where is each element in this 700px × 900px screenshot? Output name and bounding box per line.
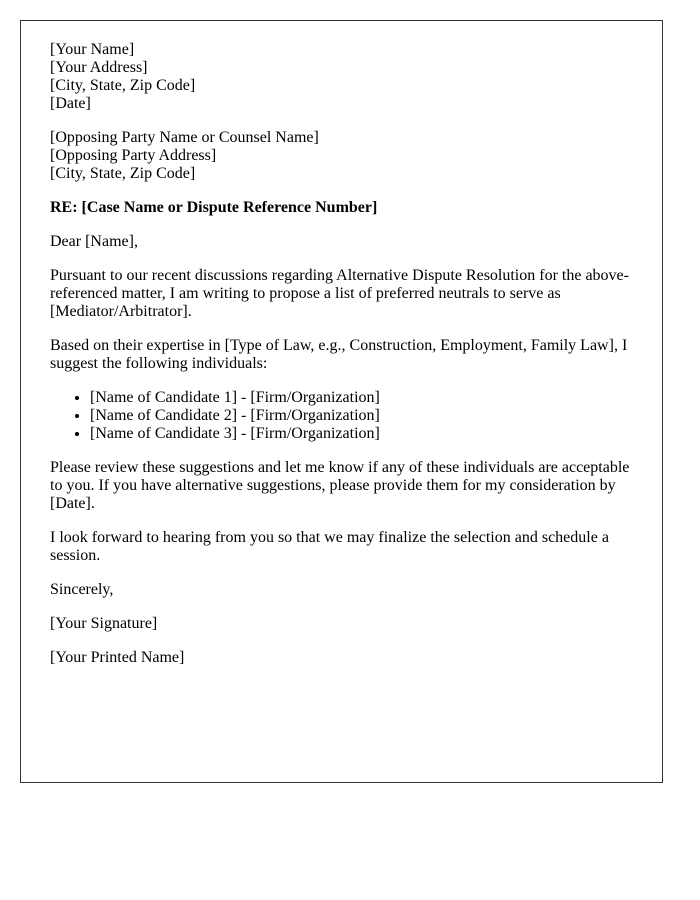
letter-date: [Date] — [50, 95, 91, 112]
body-paragraph: Based on their expertise in [Type of Law, e.g., Construction, Employment, Family Law], I suggest the following individuals: — [50, 337, 628, 372]
closing: Sincerely, — [50, 581, 114, 598]
body-paragraph: Please review these suggestions and let me know if any of these individuals are acceptable to you. If you have alternative suggestions, please provide them for my consideration by [Date]. — [50, 459, 630, 512]
recipient-address: [Opposing Party Address] — [50, 147, 217, 164]
sender-city: [City, State, Zip Code] — [50, 77, 196, 94]
list-item: • [Name of Candidate 2] - [Firm/Organization] — [90, 407, 633, 425]
list-item: • [Name of Candidate 1] - [Firm/Organization] — [90, 389, 633, 407]
sender-address: [Your Address] — [50, 59, 148, 76]
recipient-name: [Opposing Party Name or Counsel Name] — [50, 129, 319, 146]
recipient-city: [City, State, Zip Code] — [50, 165, 196, 182]
candidate-list — [50, 389, 633, 443]
subject-line: RE: [Case Name or Dispute Reference Number] — [50, 199, 378, 216]
salutation: Dear [Name], — [50, 233, 138, 250]
sender-block — [50, 41, 633, 113]
sender-name: [Your Name] — [50, 41, 135, 58]
letter — [20, 20, 663, 783]
printed-name: [Your Printed Name] — [50, 649, 185, 666]
body-paragraph: I look forward to hearing from you so that we may finalize the selection and schedule a session. — [50, 529, 609, 564]
list-item: • [Name of Candidate 3] - [Firm/Organization] — [90, 425, 633, 443]
signature: [Your Signature] — [50, 615, 158, 632]
body-paragraph: Pursuant to our recent discussions regarding Alternative Dispute Resolution for the above-referenced matter, I am writing to propose a list of preferred neutrals to serve as [Mediator/Arbitrator]. — [50, 267, 629, 320]
recipient-block — [50, 129, 633, 183]
